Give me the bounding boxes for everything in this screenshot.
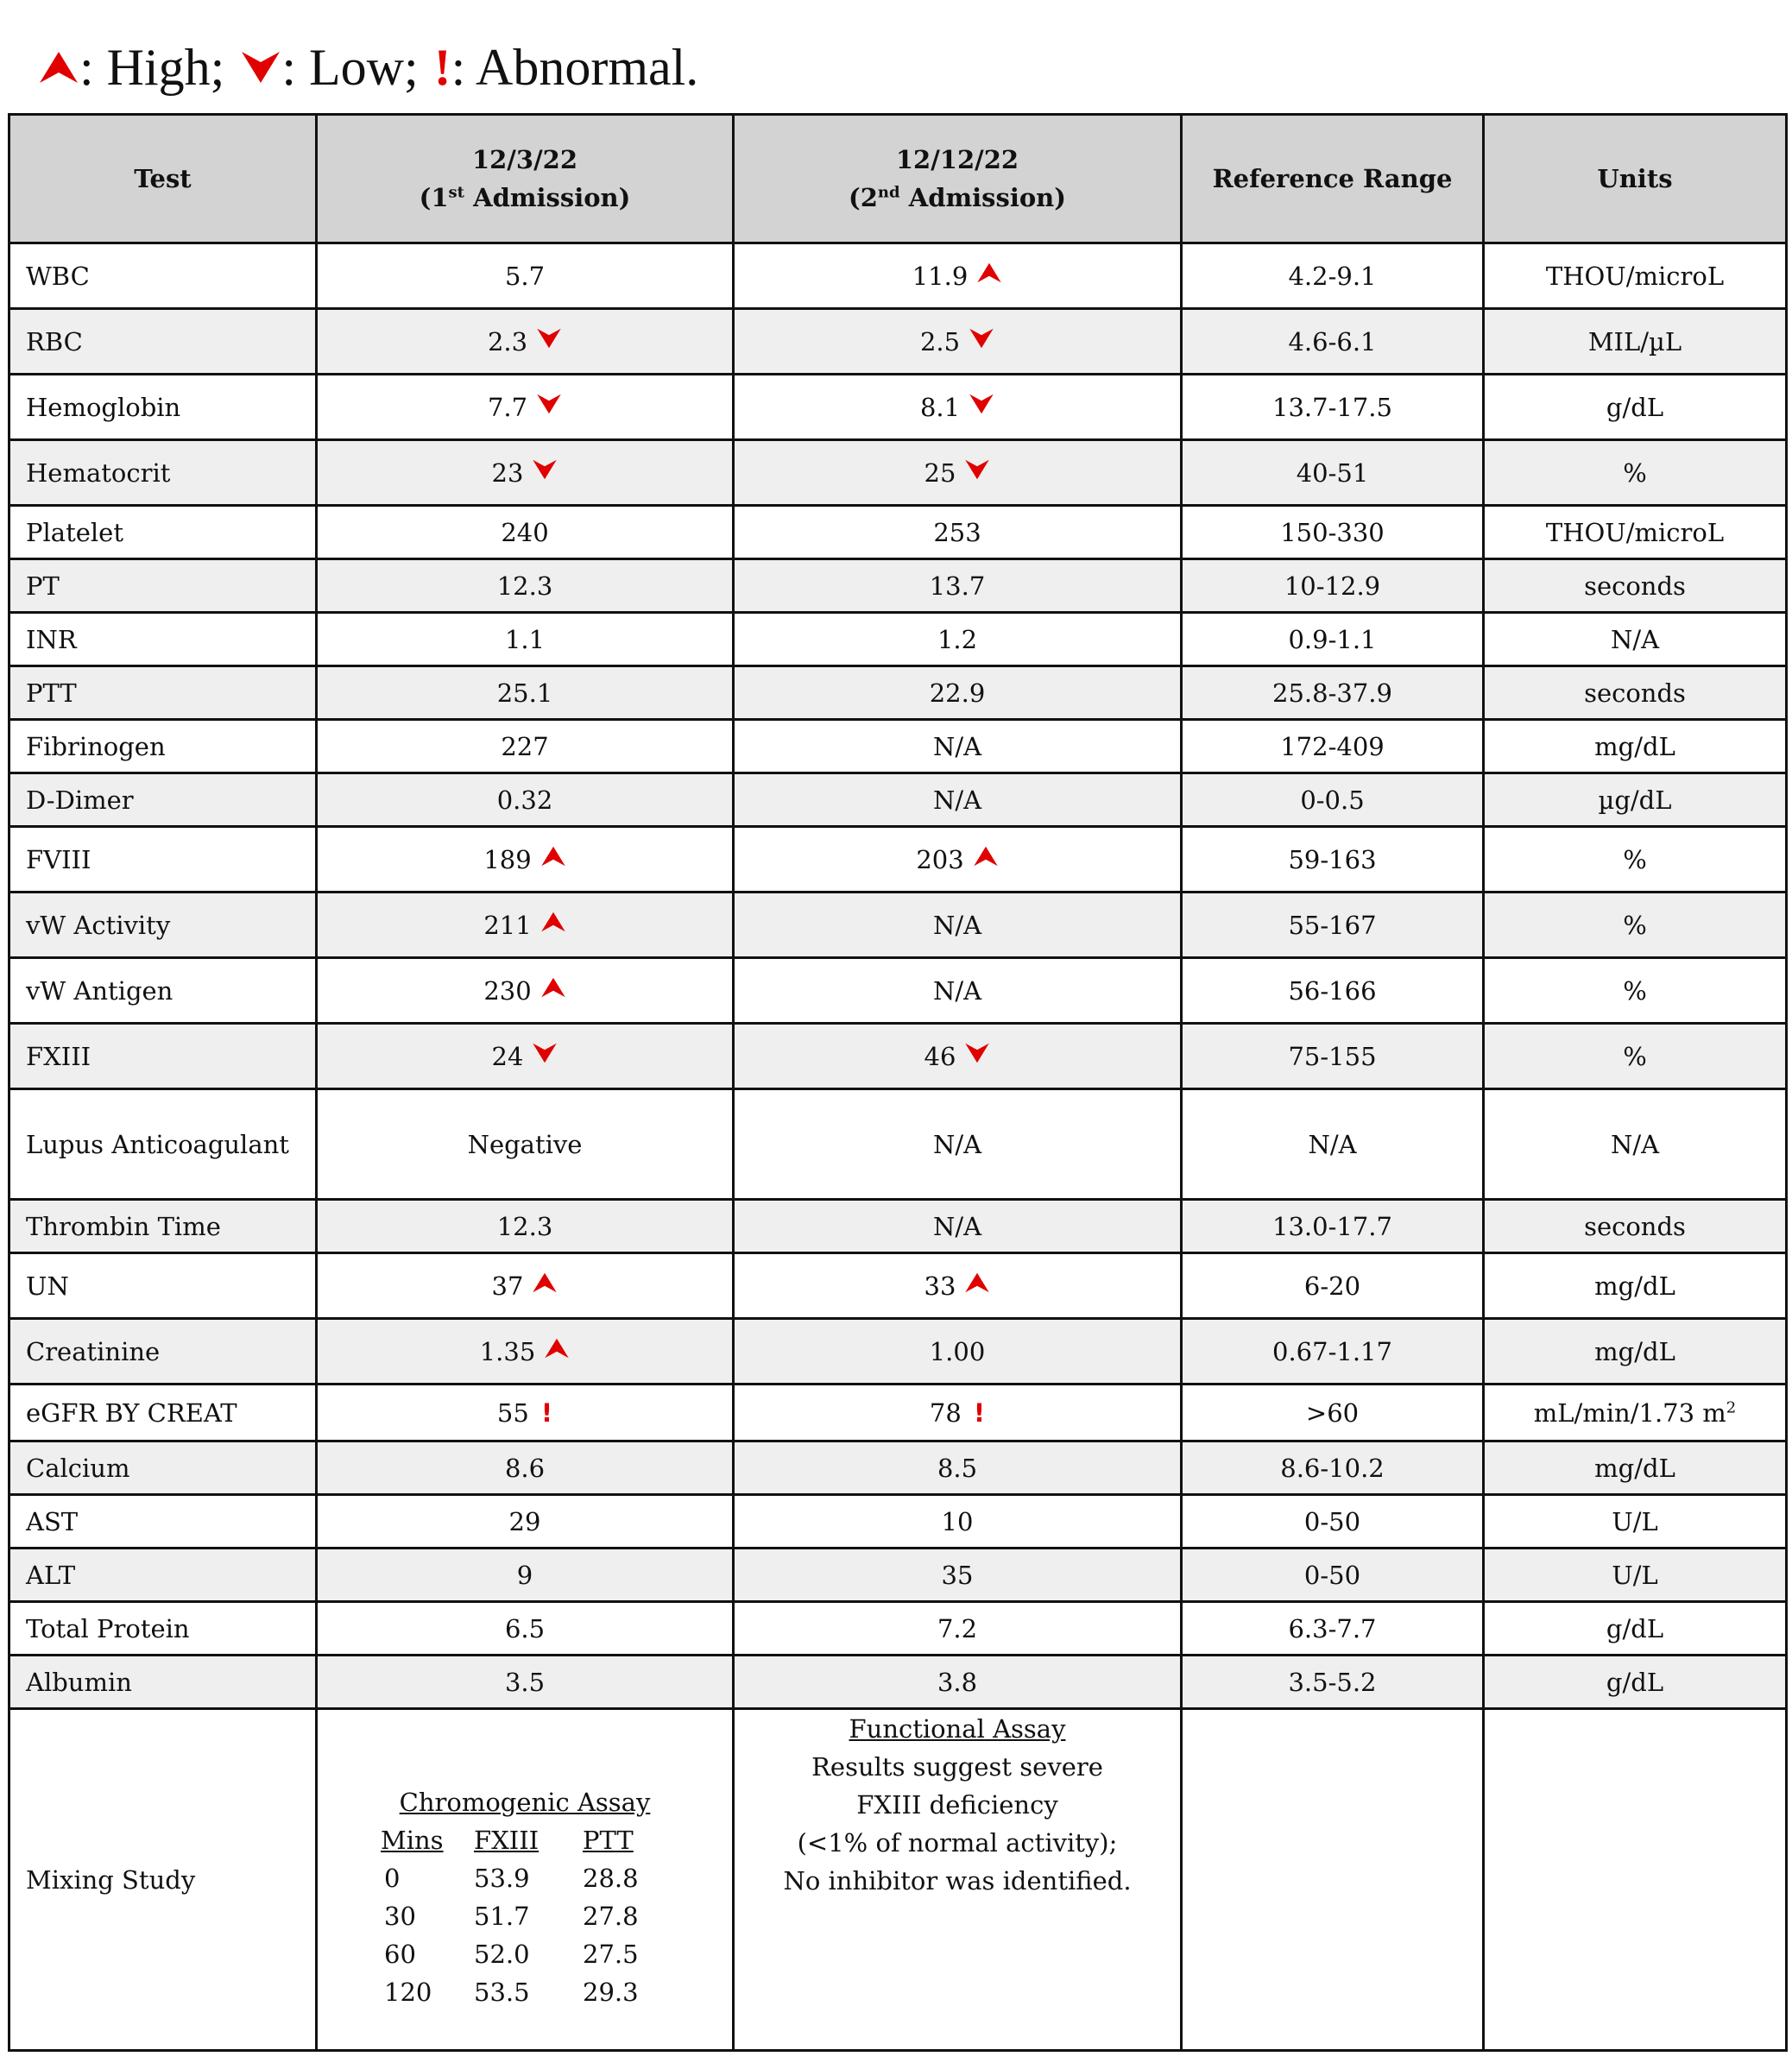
header-second-sub xyxy=(735,179,1180,217)
second-admission-value xyxy=(734,440,1182,506)
high-arrow-icon xyxy=(540,976,566,999)
units xyxy=(1484,773,1787,827)
units-text: mg/dL xyxy=(1594,1336,1675,1366)
table-row xyxy=(9,1200,1787,1253)
low-arrow-icon xyxy=(964,458,990,481)
reference-range: 13.7-17.5 xyxy=(1182,375,1484,440)
units xyxy=(1484,613,1787,666)
reference-range: 8.6-10.2 xyxy=(1182,1441,1484,1495)
functional-line: No inhibitor was identified. xyxy=(783,1866,1132,1896)
second-admission-value xyxy=(734,827,1182,893)
second-admission-value xyxy=(734,1200,1182,1253)
chromogenic-cell: 52.0 xyxy=(474,1939,530,1969)
abnormal-exclamation-icon: ! xyxy=(540,1397,553,1428)
test-name: PT xyxy=(9,559,317,613)
reference-range: 0.67-1.17 xyxy=(1182,1319,1484,1385)
test-name: Fibrinogen xyxy=(9,720,317,773)
units xyxy=(1484,559,1787,613)
legend-low-label: : Low; xyxy=(281,38,419,96)
units-text: N/A xyxy=(1610,1129,1660,1159)
result-value: 8.5 xyxy=(937,1453,978,1483)
result-value: 33 xyxy=(924,1271,956,1301)
result-value: N/A xyxy=(932,975,982,1006)
result-value: 0.32 xyxy=(496,785,553,815)
result-value: 5.7 xyxy=(504,261,546,291)
header-second-sub-open: (2 xyxy=(849,183,878,212)
result-value: 23 xyxy=(491,457,524,488)
result-value: 37 xyxy=(491,1271,524,1301)
test-name: vW Antigen xyxy=(9,958,317,1024)
result-value: 1.35 xyxy=(479,1336,536,1366)
result-value: 211 xyxy=(483,910,532,940)
low-arrow-icon xyxy=(532,458,558,481)
units-text: seconds xyxy=(1584,571,1686,601)
units xyxy=(1484,1024,1787,1089)
table-row xyxy=(9,1089,1787,1200)
result-value: 1.00 xyxy=(929,1336,986,1366)
units-text: MIL/µL xyxy=(1587,326,1682,356)
units-text: % xyxy=(1623,844,1647,874)
first-admission-value xyxy=(317,1253,734,1319)
test-name: FXIII xyxy=(9,1024,317,1089)
test-name: Albumin xyxy=(9,1656,317,1709)
table-row xyxy=(9,1385,1787,1441)
reference-range: 59-163 xyxy=(1182,827,1484,893)
result-value: 29 xyxy=(508,1506,541,1536)
units-text: U/L xyxy=(1612,1560,1658,1590)
chromogenic-cell: 53.9 xyxy=(474,1863,530,1893)
test-name: Thrombin Time xyxy=(9,1200,317,1253)
test-name: Lupus Anticoagulant xyxy=(9,1089,317,1200)
result-value: 9 xyxy=(516,1560,533,1590)
first-admission-value xyxy=(317,440,734,506)
units-text: % xyxy=(1623,457,1647,488)
test-name: AST xyxy=(9,1495,317,1549)
high-arrow-icon xyxy=(544,1337,570,1359)
units-text: mg/dL xyxy=(1594,1453,1675,1483)
header-first-date: 12/3/22 xyxy=(471,145,578,174)
second-admission-value xyxy=(734,958,1182,1024)
second-admission-value xyxy=(734,309,1182,375)
chromogenic-column-header: PTT xyxy=(583,1825,634,1855)
table-row xyxy=(9,1656,1787,1709)
chromogenic-cell: 53.5 xyxy=(474,1977,530,2007)
result-value: 3.8 xyxy=(937,1667,978,1697)
functional-line: (<1% of normal activity); xyxy=(797,1828,1118,1858)
units xyxy=(1484,375,1787,440)
first-admission-value xyxy=(317,309,734,375)
table-row xyxy=(9,1319,1787,1385)
first-admission-value xyxy=(317,1602,734,1656)
chromogenic-column-header: FXIII xyxy=(474,1825,539,1855)
units xyxy=(1484,1200,1787,1253)
first-admission-value xyxy=(317,1441,734,1495)
result-value: 12.3 xyxy=(496,1211,553,1241)
reference-range: 0-50 xyxy=(1182,1495,1484,1549)
result-value: N/A xyxy=(932,1211,982,1241)
second-admission-value xyxy=(734,613,1182,666)
units xyxy=(1484,1656,1787,1709)
result-value: 2.5 xyxy=(919,326,961,356)
result-value: 203 xyxy=(916,844,964,874)
reference-range: 0-0.5 xyxy=(1182,773,1484,827)
chromogenic-cell: 120 xyxy=(384,1977,432,2007)
units-text: g/dL xyxy=(1606,1667,1664,1697)
reference-range: 75-155 xyxy=(1182,1024,1484,1089)
lab-results-table xyxy=(8,113,1788,2052)
first-admission-value xyxy=(317,1089,734,1200)
low-arrow-icon xyxy=(969,327,994,350)
reference-range: 150-330 xyxy=(1182,506,1484,559)
legend xyxy=(38,33,698,102)
functional-assay xyxy=(735,1710,1180,1900)
second-admission-value xyxy=(734,773,1182,827)
units-text: % xyxy=(1623,1041,1647,1071)
mixing-units-cell xyxy=(1484,1709,1787,2051)
result-value: 227 xyxy=(501,731,549,761)
chromogenic-cell: 51.7 xyxy=(474,1901,530,1931)
legend-high-label: : High; xyxy=(79,38,225,96)
result-value: 189 xyxy=(483,844,532,874)
mixing-study-row xyxy=(9,1709,1787,2051)
table-row xyxy=(9,827,1787,893)
low-arrow-icon xyxy=(536,393,562,415)
units-text: THOU/microL xyxy=(1545,261,1725,291)
units-text: % xyxy=(1623,975,1647,1006)
units xyxy=(1484,1385,1787,1441)
table-row xyxy=(9,1253,1787,1319)
result-value: 10 xyxy=(941,1506,974,1536)
units-superscript: 2 xyxy=(1726,1397,1737,1416)
header-first-admission xyxy=(317,115,734,243)
result-value: 22.9 xyxy=(929,678,986,708)
table-row xyxy=(9,1602,1787,1656)
units-text: U/L xyxy=(1612,1506,1658,1536)
low-arrow-icon xyxy=(964,1042,990,1064)
units xyxy=(1484,1549,1787,1602)
header-second-admission xyxy=(734,115,1182,243)
second-admission-value xyxy=(734,1549,1182,1602)
second-admission-value xyxy=(734,1253,1182,1319)
table-row xyxy=(9,309,1787,375)
header-first-sub xyxy=(318,179,732,217)
chromogenic-grid xyxy=(381,1821,669,2011)
first-admission-value xyxy=(317,1656,734,1709)
chromogenic-cell: 27.8 xyxy=(583,1901,639,1931)
units xyxy=(1484,1319,1787,1385)
result-value: 240 xyxy=(501,517,549,547)
units xyxy=(1484,1089,1787,1200)
second-admission-value xyxy=(734,243,1182,309)
result-value: N/A xyxy=(932,785,982,815)
high-arrow-icon xyxy=(540,845,566,867)
result-value: 25 xyxy=(924,457,956,488)
functional-line: FXIII deficiency xyxy=(856,1790,1058,1820)
test-name: vW Activity xyxy=(9,893,317,958)
first-admission-value xyxy=(317,1495,734,1549)
header-test: Test xyxy=(9,115,317,243)
second-admission-value xyxy=(734,1024,1182,1089)
header-second-sup: nd xyxy=(877,183,900,202)
result-value: 13.7 xyxy=(929,571,986,601)
units-text: µg/dL xyxy=(1598,785,1672,815)
test-name: eGFR BY CREAT xyxy=(9,1385,317,1441)
header-reference-range: Reference Range xyxy=(1182,115,1484,243)
units xyxy=(1484,1602,1787,1656)
units xyxy=(1484,958,1787,1024)
first-admission-value xyxy=(317,666,734,720)
result-value: 7.2 xyxy=(937,1613,978,1643)
first-admission-value xyxy=(317,720,734,773)
chromogenic-assay xyxy=(381,1783,669,2011)
result-value: 2.3 xyxy=(487,326,528,356)
units-text: mL/min/1.73 m xyxy=(1533,1397,1726,1428)
reference-range: N/A xyxy=(1182,1089,1484,1200)
second-admission-value xyxy=(734,375,1182,440)
table-row xyxy=(9,1495,1787,1549)
result-value: 55 xyxy=(496,1397,529,1428)
result-value: Negative xyxy=(467,1129,583,1159)
first-admission-value xyxy=(317,893,734,958)
first-admission-value xyxy=(317,1319,734,1385)
test-name: ALT xyxy=(9,1549,317,1602)
reference-range: 40-51 xyxy=(1182,440,1484,506)
result-value: 46 xyxy=(924,1041,956,1071)
mixing-reference-cell xyxy=(1182,1709,1484,2051)
reference-range: 0.9-1.1 xyxy=(1182,613,1484,666)
second-admission-value xyxy=(734,1089,1182,1200)
test-name: WBC xyxy=(9,243,317,309)
test-name: Calcium xyxy=(9,1441,317,1495)
reference-range: >60 xyxy=(1182,1385,1484,1441)
table-row xyxy=(9,243,1787,309)
result-value: 12.3 xyxy=(496,571,553,601)
units-text: seconds xyxy=(1584,678,1686,708)
second-admission-value xyxy=(734,720,1182,773)
header-units: Units xyxy=(1484,115,1787,243)
units xyxy=(1484,1441,1787,1495)
high-arrow-icon xyxy=(964,1271,990,1294)
table-row xyxy=(9,613,1787,666)
result-value: 11.9 xyxy=(912,261,969,291)
reference-range: 55-167 xyxy=(1182,893,1484,958)
units xyxy=(1484,666,1787,720)
test-name: Hematocrit xyxy=(9,440,317,506)
test-name: Platelet xyxy=(9,506,317,559)
chromogenic-cell: 27.5 xyxy=(583,1939,639,1969)
reference-range: 4.6-6.1 xyxy=(1182,309,1484,375)
abnormal-exclamation-icon: ! xyxy=(973,1397,986,1428)
table-row xyxy=(9,893,1787,958)
result-value: 1.1 xyxy=(504,624,546,654)
test-name: UN xyxy=(9,1253,317,1319)
table-row xyxy=(9,666,1787,720)
header-second-sub-close: Admission) xyxy=(899,183,1066,212)
reference-range: 3.5-5.2 xyxy=(1182,1656,1484,1709)
units xyxy=(1484,243,1787,309)
reference-range: 6-20 xyxy=(1182,1253,1484,1319)
test-name: Creatinine xyxy=(9,1319,317,1385)
result-value: 35 xyxy=(941,1560,974,1590)
test-name: INR xyxy=(9,613,317,666)
first-admission-value xyxy=(317,243,734,309)
low-arrow-icon xyxy=(969,393,994,415)
units-text: THOU/microL xyxy=(1545,517,1725,547)
result-value: 3.5 xyxy=(504,1667,546,1697)
test-name: RBC xyxy=(9,309,317,375)
reference-range: 0-50 xyxy=(1182,1549,1484,1602)
second-admission-value xyxy=(734,1495,1182,1549)
units xyxy=(1484,893,1787,958)
second-admission-value xyxy=(734,559,1182,613)
result-value: 8.1 xyxy=(919,392,961,422)
header-first-sub-open: (1 xyxy=(419,183,449,212)
first-admission-value xyxy=(317,613,734,666)
units xyxy=(1484,1253,1787,1319)
high-arrow-icon xyxy=(532,1271,558,1294)
table-row xyxy=(9,1024,1787,1089)
result-value: 253 xyxy=(933,517,981,547)
chromogenic-column-header: Mins xyxy=(381,1825,444,1855)
first-admission-value xyxy=(317,506,734,559)
first-admission-value xyxy=(317,773,734,827)
result-value: N/A xyxy=(932,731,982,761)
header-second-date: 12/12/22 xyxy=(895,145,1019,174)
functional-assay-cell xyxy=(734,1709,1182,2051)
units xyxy=(1484,309,1787,375)
functional-title: Functional Assay xyxy=(849,1714,1066,1744)
functional-line: Results suggest severe xyxy=(811,1752,1103,1782)
first-admission-value xyxy=(317,375,734,440)
high-arrow-icon xyxy=(973,845,999,867)
units xyxy=(1484,720,1787,773)
high-arrow-icon xyxy=(540,911,566,933)
reference-range: 6.3-7.7 xyxy=(1182,1602,1484,1656)
test-name: FVIII xyxy=(9,827,317,893)
reference-range: 25.8-37.9 xyxy=(1182,666,1484,720)
chromogenic-cell: 60 xyxy=(384,1939,416,1969)
test-name: D-Dimer xyxy=(9,773,317,827)
low-arrow-icon xyxy=(536,327,562,350)
units xyxy=(1484,506,1787,559)
units-text: mg/dL xyxy=(1594,731,1675,761)
reference-range: 4.2-9.1 xyxy=(1182,243,1484,309)
units-text: mg/dL xyxy=(1594,1271,1675,1301)
header-first-sub-close: Admission) xyxy=(464,183,631,212)
units-text: g/dL xyxy=(1606,392,1664,422)
chromogenic-cell: 30 xyxy=(384,1901,416,1931)
mixing-study-label: Mixing Study xyxy=(9,1709,317,2051)
units xyxy=(1484,827,1787,893)
units-text: N/A xyxy=(1610,624,1660,654)
second-admission-value xyxy=(734,893,1182,958)
table-row xyxy=(9,375,1787,440)
first-admission-value xyxy=(317,958,734,1024)
reference-range: 172-409 xyxy=(1182,720,1484,773)
result-value: 78 xyxy=(929,1397,962,1428)
result-value: N/A xyxy=(932,1129,982,1159)
second-admission-value xyxy=(734,1602,1182,1656)
result-value: 230 xyxy=(483,975,532,1006)
units-text: g/dL xyxy=(1606,1613,1664,1643)
table-header-row xyxy=(9,115,1787,243)
table-row xyxy=(9,440,1787,506)
legend-abnormal-label: : Abnormal. xyxy=(451,38,699,96)
low-arrow-icon xyxy=(532,1042,558,1064)
second-admission-value xyxy=(734,666,1182,720)
result-value: 7.7 xyxy=(487,392,528,422)
result-value: 24 xyxy=(491,1041,524,1071)
result-value: 25.1 xyxy=(496,678,553,708)
first-admission-value xyxy=(317,559,734,613)
chromogenic-assay-cell xyxy=(317,1709,734,2051)
reference-range: 56-166 xyxy=(1182,958,1484,1024)
chromogenic-title: Chromogenic Assay xyxy=(399,1787,651,1817)
table-row xyxy=(9,559,1787,613)
table-row xyxy=(9,1549,1787,1602)
reference-range: 13.0-17.7 xyxy=(1182,1200,1484,1253)
second-admission-value xyxy=(734,1656,1182,1709)
table-row xyxy=(9,720,1787,773)
second-admission-value xyxy=(734,506,1182,559)
units-text: seconds xyxy=(1584,1211,1686,1241)
abnormal-exclamation-icon: ! xyxy=(433,38,451,96)
second-admission-value xyxy=(734,1385,1182,1441)
result-value: 6.5 xyxy=(504,1613,546,1643)
chromogenic-cell: 29.3 xyxy=(583,1977,639,2007)
result-value: N/A xyxy=(932,910,982,940)
units xyxy=(1484,1495,1787,1549)
test-name: Total Protein xyxy=(9,1602,317,1656)
header-first-sup: st xyxy=(448,183,464,202)
second-admission-value xyxy=(734,1441,1182,1495)
chromogenic-cell: 0 xyxy=(384,1863,401,1893)
result-value: 1.2 xyxy=(937,624,978,654)
first-admission-value xyxy=(317,1549,734,1602)
high-arrow-icon xyxy=(38,50,79,85)
units-text: % xyxy=(1623,910,1647,940)
table-row xyxy=(9,773,1787,827)
units xyxy=(1484,440,1787,506)
table-row xyxy=(9,958,1787,1024)
test-name: PTT xyxy=(9,666,317,720)
second-admission-value xyxy=(734,1319,1182,1385)
first-admission-value xyxy=(317,827,734,893)
test-name: Hemoglobin xyxy=(9,375,317,440)
reference-range: 10-12.9 xyxy=(1182,559,1484,613)
first-admission-value xyxy=(317,1024,734,1089)
first-admission-value xyxy=(317,1385,734,1441)
table-row xyxy=(9,506,1787,559)
chromogenic-cell: 28.8 xyxy=(583,1863,639,1893)
high-arrow-icon xyxy=(976,262,1002,284)
table-row xyxy=(9,1441,1787,1495)
first-admission-value xyxy=(317,1200,734,1253)
low-arrow-icon xyxy=(240,50,281,85)
result-value: 8.6 xyxy=(504,1453,546,1483)
